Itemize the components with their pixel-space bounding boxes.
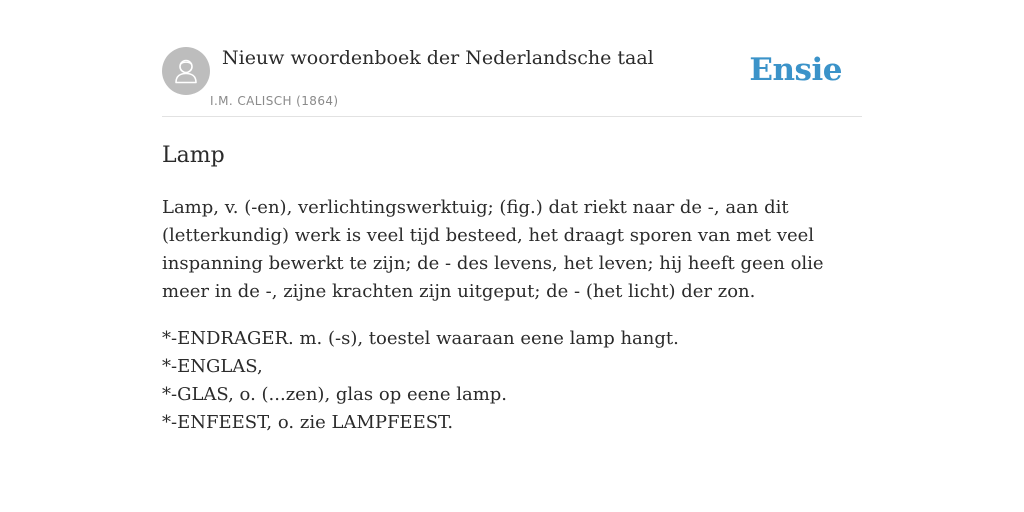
user-outline-icon — [162, 47, 210, 95]
subentry-item: *-GLAS, o. (...zen), glas op eene lamp. — [162, 384, 508, 405]
author-avatar[interactable] — [162, 47, 210, 95]
entry-title: Lamp — [162, 143, 225, 168]
entry-definition: Lamp, v. (-en), verlichtingswerktuig; (fig.) dat riekt naar de -, aan dit (letterkundig) werk is veel tijd besteed, het draagt sporen van met veel inspanning bewerkt te zijn; de - des levens, het leven; hij heeft geen olie meer in de -, zijne krachten zijn uitgeput; de - (het licht) der zon. — [162, 197, 824, 302]
source-header — [162, 0, 862, 117]
page — [162, 0, 862, 437]
ensie-logo[interactable]: Ensie — [749, 52, 842, 88]
subentry-item: *-ENGLAS, — [162, 356, 263, 377]
subentry-item: *-ENFEEST, o. zie LAMPFEEST. — [162, 412, 454, 433]
subentry-list — [162, 325, 862, 437]
book-title[interactable]: Nieuw woordenboek der Nederlandsche taal — [222, 47, 654, 69]
subentry-item: *-ENDRAGER. m. (-s), toestel waaraan eene lamp hangt. — [162, 328, 679, 349]
book-author[interactable]: I.M. CALISCH (1864) — [210, 94, 339, 108]
